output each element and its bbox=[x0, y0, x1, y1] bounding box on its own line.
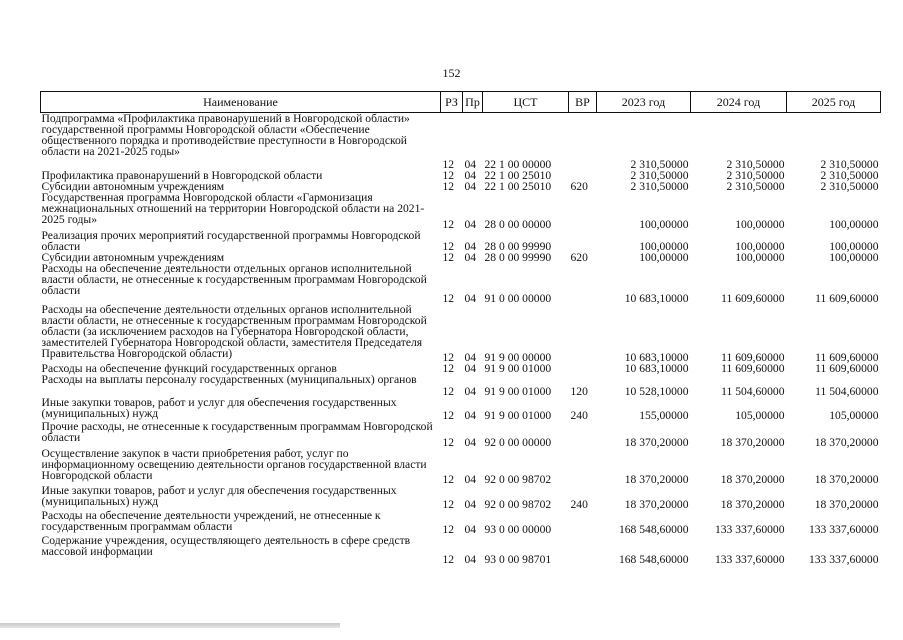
row-name: Подпрограмма «Профилактика правонарушений в Новгородской области» государственной программы Новгородской области «Обеспечение общественного порядка и противодействие преступности в Новгородской области на 2021-2025 годы» bbox=[41, 112, 410, 158]
table-row bbox=[41, 230, 881, 252]
table-row bbox=[41, 263, 881, 304]
row-value-2023: 18 370,20000 bbox=[624, 472, 689, 486]
row-value-2023: 2 310,50000 bbox=[630, 179, 689, 193]
row-rz: 12 bbox=[442, 239, 455, 253]
row-vr bbox=[569, 448, 597, 485]
row-value-2025: 18 370,20000 bbox=[814, 435, 879, 449]
row-pr: 04 bbox=[464, 168, 477, 182]
row-value-2024: 11 609,60000 bbox=[721, 350, 785, 364]
row-cst: 93 0 00 00000 bbox=[484, 522, 552, 536]
row-value-2024: 100,00000 bbox=[735, 217, 785, 231]
row-value-2023: 168 548,60000 bbox=[618, 522, 689, 536]
row-name: Субсидии автономным учреждениям bbox=[41, 250, 225, 264]
row-value-2025: 100,00000 bbox=[829, 217, 879, 231]
row-rz: 12 bbox=[442, 552, 455, 566]
row-vr: 240 bbox=[570, 408, 588, 422]
row-name: Иные закупки товаров, работ и услуг для обеспечения государственных (муниципальных) нужд bbox=[41, 483, 397, 508]
table-row bbox=[41, 304, 881, 363]
row-vr: 620 bbox=[570, 250, 588, 264]
row-name: Государственная программа Новгородской области «Гармонизация межнациональных отношений на территории Новгородской области на 2021-2025 годы» bbox=[41, 190, 425, 226]
row-rz: 12 bbox=[442, 250, 455, 264]
table-row bbox=[41, 485, 881, 510]
row-value-2025: 105,00000 bbox=[829, 408, 879, 422]
header-cst: ЦСТ bbox=[483, 92, 569, 113]
row-value-2024: 2 310,50000 bbox=[726, 157, 785, 171]
table-row bbox=[41, 397, 881, 421]
row-pr: 04 bbox=[464, 179, 477, 193]
row-value-2025: 11 609,60000 bbox=[815, 350, 879, 364]
row-value-2024: 100,00000 bbox=[735, 239, 785, 253]
row-cst: 93 0 00 98701 bbox=[484, 552, 552, 566]
row-vr bbox=[569, 263, 597, 304]
row-value-2023: 168 548,60000 bbox=[618, 552, 689, 566]
row-value-2025: 100,00000 bbox=[829, 239, 879, 253]
row-rz: 12 bbox=[442, 472, 455, 486]
row-pr: 04 bbox=[464, 435, 477, 449]
row-value-2024: 2 310,50000 bbox=[726, 168, 785, 182]
row-value-2024: 133 337,60000 bbox=[714, 522, 785, 536]
table-header-row bbox=[41, 92, 881, 113]
header-2024: 2024 год bbox=[691, 92, 787, 113]
row-vr: 620 bbox=[570, 179, 588, 193]
row-rz: 12 bbox=[442, 179, 455, 193]
row-pr: 04 bbox=[464, 408, 477, 422]
row-value-2023: 100,00000 bbox=[639, 250, 689, 264]
table-row bbox=[41, 535, 881, 565]
table-row bbox=[41, 421, 881, 448]
row-rz: 12 bbox=[442, 168, 455, 182]
row-pr: 04 bbox=[464, 157, 477, 171]
row-value-2023: 100,00000 bbox=[639, 239, 689, 253]
row-value-2024: 18 370,20000 bbox=[720, 472, 785, 486]
row-cst: 22 1 00 25010 bbox=[484, 168, 552, 182]
header-2023: 2023 год bbox=[597, 92, 691, 113]
row-value-2023: 18 370,20000 bbox=[624, 497, 689, 511]
row-value-2023: 10 683,10000 bbox=[624, 350, 689, 364]
row-value-2023: 2 310,50000 bbox=[630, 157, 689, 171]
budget-table bbox=[40, 91, 881, 565]
row-pr: 04 bbox=[464, 552, 477, 566]
header-vr: ВР bbox=[569, 92, 597, 113]
row-pr: 04 bbox=[464, 522, 477, 536]
table-row bbox=[41, 192, 881, 230]
row-vr bbox=[569, 363, 597, 374]
row-name: Иные закупки товаров, работ и услуг для обеспечения государственных (муниципальных) нужд bbox=[41, 395, 397, 420]
table-body bbox=[41, 113, 881, 565]
row-value-2025: 11 609,60000 bbox=[815, 291, 879, 305]
row-cst: 91 9 00 01000 bbox=[484, 408, 552, 422]
row-name: Осуществление закупок в части приобретения работ, услуг по информационному освещению деятельности органов государственной власти Новгородской области bbox=[41, 446, 427, 482]
row-vr bbox=[569, 510, 597, 535]
row-pr: 04 bbox=[464, 472, 477, 486]
row-rz: 12 bbox=[442, 408, 455, 422]
row-cst: 28 0 00 99990 bbox=[484, 250, 552, 264]
row-rz: 12 bbox=[442, 522, 455, 536]
row-rz: 12 bbox=[442, 361, 455, 375]
table-row bbox=[41, 374, 881, 397]
row-cst: 28 0 00 99990 bbox=[484, 239, 552, 253]
header-pr: Пр bbox=[463, 92, 483, 113]
row-value-2025: 133 337,60000 bbox=[808, 522, 879, 536]
table-row bbox=[41, 448, 881, 485]
row-value-2023: 155,00000 bbox=[639, 408, 689, 422]
row-value-2024: 11 504,60000 bbox=[721, 384, 785, 398]
row-value-2025: 2 310,50000 bbox=[820, 179, 879, 193]
table-row bbox=[41, 252, 881, 263]
row-value-2024: 11 609,60000 bbox=[721, 361, 785, 375]
row-value-2025: 2 310,50000 bbox=[820, 168, 879, 182]
row-name: Профилактика правонарушений в Новгородской области bbox=[41, 168, 323, 182]
row-pr: 04 bbox=[464, 350, 477, 364]
row-value-2024: 2 310,50000 bbox=[726, 179, 785, 193]
row-cst: 91 9 00 01000 bbox=[484, 384, 552, 398]
row-rz: 12 bbox=[442, 497, 455, 511]
row-vr: 240 bbox=[570, 497, 588, 511]
row-vr bbox=[569, 421, 597, 448]
row-vr bbox=[569, 170, 597, 181]
row-rz: 12 bbox=[442, 435, 455, 449]
row-value-2024: 18 370,20000 bbox=[720, 497, 785, 511]
row-cst: 92 0 00 98702 bbox=[484, 472, 552, 486]
row-name: Расходы на обеспечение функций государственных органов bbox=[41, 361, 337, 375]
row-pr: 04 bbox=[464, 497, 477, 511]
row-value-2024: 100,00000 bbox=[735, 250, 785, 264]
row-vr bbox=[569, 304, 597, 363]
table-row bbox=[41, 363, 881, 374]
row-value-2025: 2 310,50000 bbox=[820, 157, 879, 171]
row-value-2024: 133 337,60000 bbox=[714, 552, 785, 566]
row-pr: 04 bbox=[464, 384, 477, 398]
row-name: Субсидии автономным учреждениям bbox=[41, 179, 225, 193]
header-name: Наименование bbox=[41, 92, 441, 113]
row-name: Расходы на выплаты персоналу государственных (муниципальных) органов bbox=[41, 372, 417, 386]
row-name: Расходы на обеспечение деятельности отдельных органов исполнительной власти области, не отнесенные к государственным программам Новгородской области (за исключением расходов на Губернатора Новгородской области, заместителей Губернатора Новгородской области, заместителя Председателя Правительства Новгородской области) bbox=[41, 302, 427, 360]
row-value-2025: 133 337,60000 bbox=[808, 552, 879, 566]
row-cst: 22 1 00 25010 bbox=[484, 179, 552, 193]
row-value-2024: 11 609,60000 bbox=[721, 291, 785, 305]
row-cst: 91 0 00 00000 bbox=[484, 291, 552, 305]
row-vr bbox=[569, 113, 597, 170]
row-value-2023: 10 528,10000 bbox=[624, 384, 689, 398]
row-cst: 22 1 00 00000 bbox=[484, 157, 552, 171]
row-cst: 91 9 00 00000 bbox=[484, 350, 552, 364]
row-vr bbox=[569, 192, 597, 230]
row-name: Расходы на обеспечение деятельности учреждений, не отнесенные к государственным программам области bbox=[41, 508, 381, 533]
row-value-2023: 2 310,50000 bbox=[630, 168, 689, 182]
row-name: Реализация прочих мероприятий государственной программы Новгородской области bbox=[41, 228, 421, 253]
row-value-2025: 11 504,60000 bbox=[815, 384, 879, 398]
row-cst: 91 9 00 01000 bbox=[484, 361, 552, 375]
header-rz: РЗ bbox=[441, 92, 463, 113]
row-name: Расходы на обеспечение деятельности отдельных органов исполнительной власти области, не отнесенные к государственным программам Новгородской области bbox=[41, 261, 427, 297]
row-value-2023: 100,00000 bbox=[639, 217, 689, 231]
table-row bbox=[41, 510, 881, 535]
row-name: Содержание учреждения, осуществляющего деятельность в сфере средств массовой информации bbox=[41, 533, 411, 558]
table-row bbox=[41, 181, 881, 192]
row-cst: 92 0 00 00000 bbox=[484, 435, 552, 449]
row-pr: 04 bbox=[464, 291, 477, 305]
row-value-2024: 18 370,20000 bbox=[720, 435, 785, 449]
row-value-2025: 18 370,20000 bbox=[814, 497, 879, 511]
row-vr: 120 bbox=[570, 384, 588, 398]
row-rz: 12 bbox=[442, 350, 455, 364]
row-pr: 04 bbox=[464, 217, 477, 231]
row-rz: 12 bbox=[442, 157, 455, 171]
header-2025: 2025 год bbox=[787, 92, 881, 113]
row-value-2024: 105,00000 bbox=[735, 408, 785, 422]
row-pr: 04 bbox=[464, 239, 477, 253]
page-number: 152 bbox=[442, 66, 461, 80]
row-vr bbox=[569, 230, 597, 252]
row-rz: 12 bbox=[442, 384, 455, 398]
row-vr bbox=[569, 535, 597, 565]
row-cst: 92 0 00 98702 bbox=[484, 497, 552, 511]
table-row bbox=[41, 170, 881, 181]
row-value-2025: 11 609,60000 bbox=[815, 361, 879, 375]
row-pr: 04 bbox=[464, 250, 477, 264]
row-value-2023: 18 370,20000 bbox=[624, 435, 689, 449]
row-rz: 12 bbox=[442, 291, 455, 305]
row-value-2025: 100,00000 bbox=[829, 250, 879, 264]
row-cst: 28 0 00 00000 bbox=[484, 217, 552, 231]
row-value-2025: 18 370,20000 bbox=[814, 472, 879, 486]
row-value-2023: 10 683,10000 bbox=[624, 361, 689, 375]
row-rz: 12 bbox=[442, 217, 455, 231]
row-pr: 04 bbox=[464, 361, 477, 375]
table-row bbox=[41, 113, 881, 170]
row-value-2023: 10 683,10000 bbox=[624, 291, 689, 305]
row-name: Прочие расходы, не отнесенные к государственным программам Новгородской области bbox=[41, 419, 433, 444]
scan-edge-bar bbox=[0, 623, 340, 628]
